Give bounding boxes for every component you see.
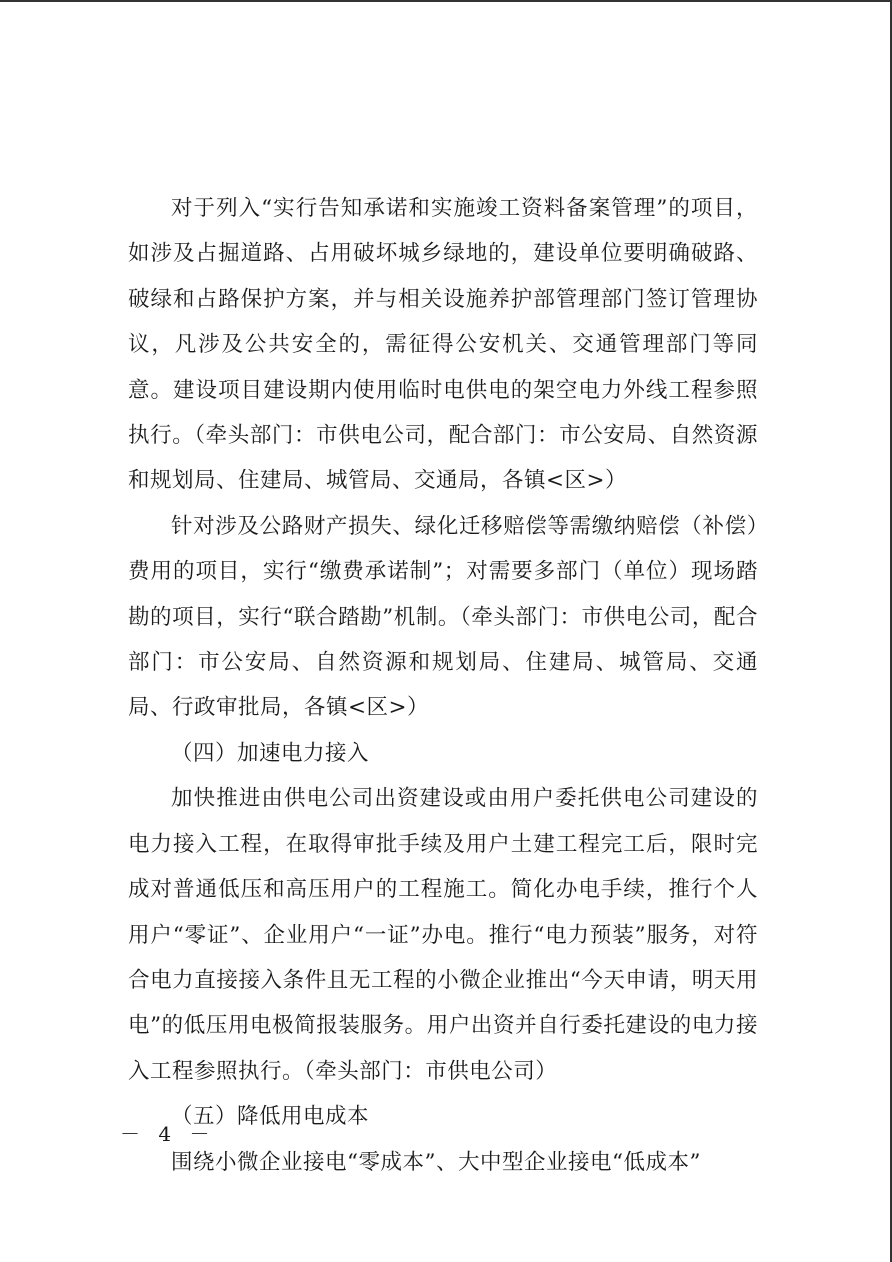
page-number: － 4 － xyxy=(120,1122,216,1146)
document-body xyxy=(128,186,758,1185)
paragraph-compensation-fees: 针对涉及公路财产损失、绿化迁移赔偿等需缴纳赔偿（补偿）费用的项目，实行“缴费承诺制”；对需要多部门（单位）现场踏勘的项目，实行“联合踏勘”机制。（牵头部门：市供电公司，配合部门：市公安局、自然资源和规划局、住建局、城管局、交通局、行政审批局，各镇<区>） xyxy=(128,513,758,721)
section-heading-reduce-power-cost: （五）降低用电成本 xyxy=(171,1104,370,1130)
paragraph-power-access: 加快推进由供电公司出资建设或由用户委托供电公司建设的电力接入工程，在取得审批手续及用户土建工程完工后，限时完成对普通低压和高压用户的工程施工。简化办电手续，推行个人用户“零证”、企业用户“一证”办电。推行“电力预装”服务，对符合电力直接接入条件且无工程的小微企业推出“今天申请，明天用电”的低压用电极简报装服务。用户出资并自行委托建设的电力接入工程参照执行。（牵头部门：市供电公司） xyxy=(128,786,758,1084)
page-border-top xyxy=(0,0,892,2)
section-heading-accelerate-power-access: （四）加速电力接入 xyxy=(171,740,370,766)
paragraph-power-cost: 围绕小微企业接电“零成本”、大中型企业接电“低成本” xyxy=(171,1149,701,1175)
paragraph-approval-commitment: 对于列入“实行告知承诺和实施竣工资料备案管理”的项目，如涉及占掘道路、占用破坏城乡绿地的，建设单位要明确破路、破绿和占路保护方案，并与相关设施养护部管理部门签订管理协议，凡涉及公共安全的，需征得公安机关、交通管理部门等同意。建设项目建设期内使用临时电供电的架空电力外线工程参照执行。（牵头部门：市供电公司，配合部门：市公安局、自然资源和规划局、住建局、城管局、交通局，各镇<区>） xyxy=(128,196,758,494)
